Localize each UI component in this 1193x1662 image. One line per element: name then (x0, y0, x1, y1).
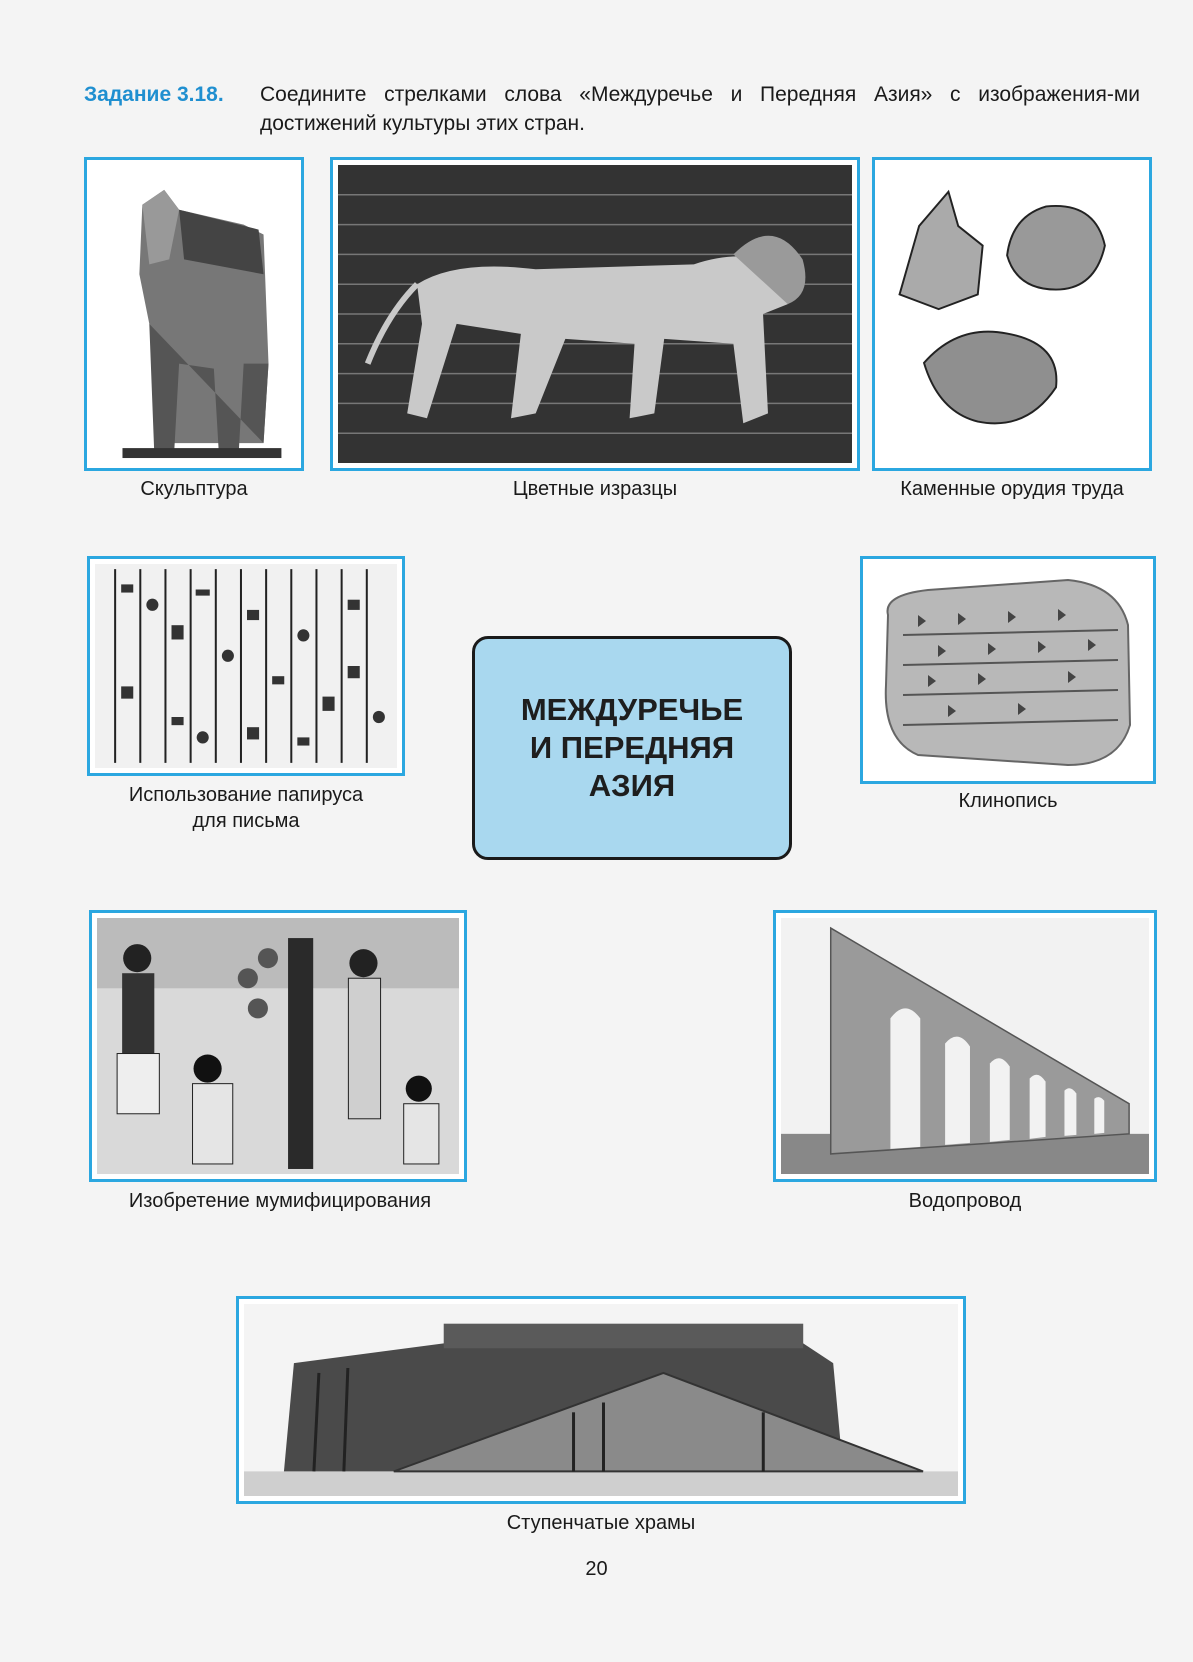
ziggurat-illustration (244, 1304, 958, 1496)
caption-ziggurat: Ступенчатые храмы (506, 1512, 696, 1534)
caption-papyrus (87, 782, 405, 834)
center-line1: МЕЖДУРЕЧЬЕ (520, 692, 744, 727)
center-label-box[interactable] (472, 636, 792, 860)
caption-stone-tools: Каменные орудия труда (900, 478, 1124, 500)
page-number: 20 (585, 1558, 608, 1580)
hieroglyph-papyrus-illustration (95, 564, 397, 768)
caption-mummification: Изобретение мумифицирования (128, 1190, 432, 1212)
lamassu-illustration (92, 165, 296, 463)
tiles-image[interactable] (330, 157, 860, 471)
papyrus-image[interactable] (87, 556, 405, 776)
caption-papyrus-line1: Использование папируса (128, 784, 364, 806)
lion-tiles-illustration (338, 165, 852, 463)
task-number: Задание 3.18. (84, 83, 224, 106)
egyptian-fresco-illustration (97, 918, 459, 1174)
caption-aqueduct: Водопровод (908, 1190, 1022, 1212)
center-line2: И ПЕРЕДНЯЯ (529, 730, 735, 765)
task-text: Соедините стрелками слова «Междуречье и Передняя Азия» с изображения-ми достижений культуры этих стран. (260, 83, 1140, 135)
aqueduct-illustration (781, 918, 1149, 1174)
caption-tiles: Цветные изразцы (512, 478, 678, 500)
caption-papyrus-line2: для письма (192, 810, 300, 832)
caption-cuneiform: Клинопись (958, 790, 1058, 812)
cuneiform-image[interactable] (860, 556, 1156, 784)
cuneiform-tablet-illustration (868, 564, 1148, 776)
stone-tools-illustration (880, 165, 1144, 463)
caption-sculpture: Скульптура (140, 478, 248, 500)
stone-tools-image[interactable] (872, 157, 1152, 471)
center-line3: АЗИЯ (588, 768, 676, 803)
ziggurat-image[interactable] (236, 1296, 966, 1504)
mummification-image[interactable] (89, 910, 467, 1182)
aqueduct-image[interactable] (773, 910, 1157, 1182)
sculpture-image[interactable] (84, 157, 304, 471)
